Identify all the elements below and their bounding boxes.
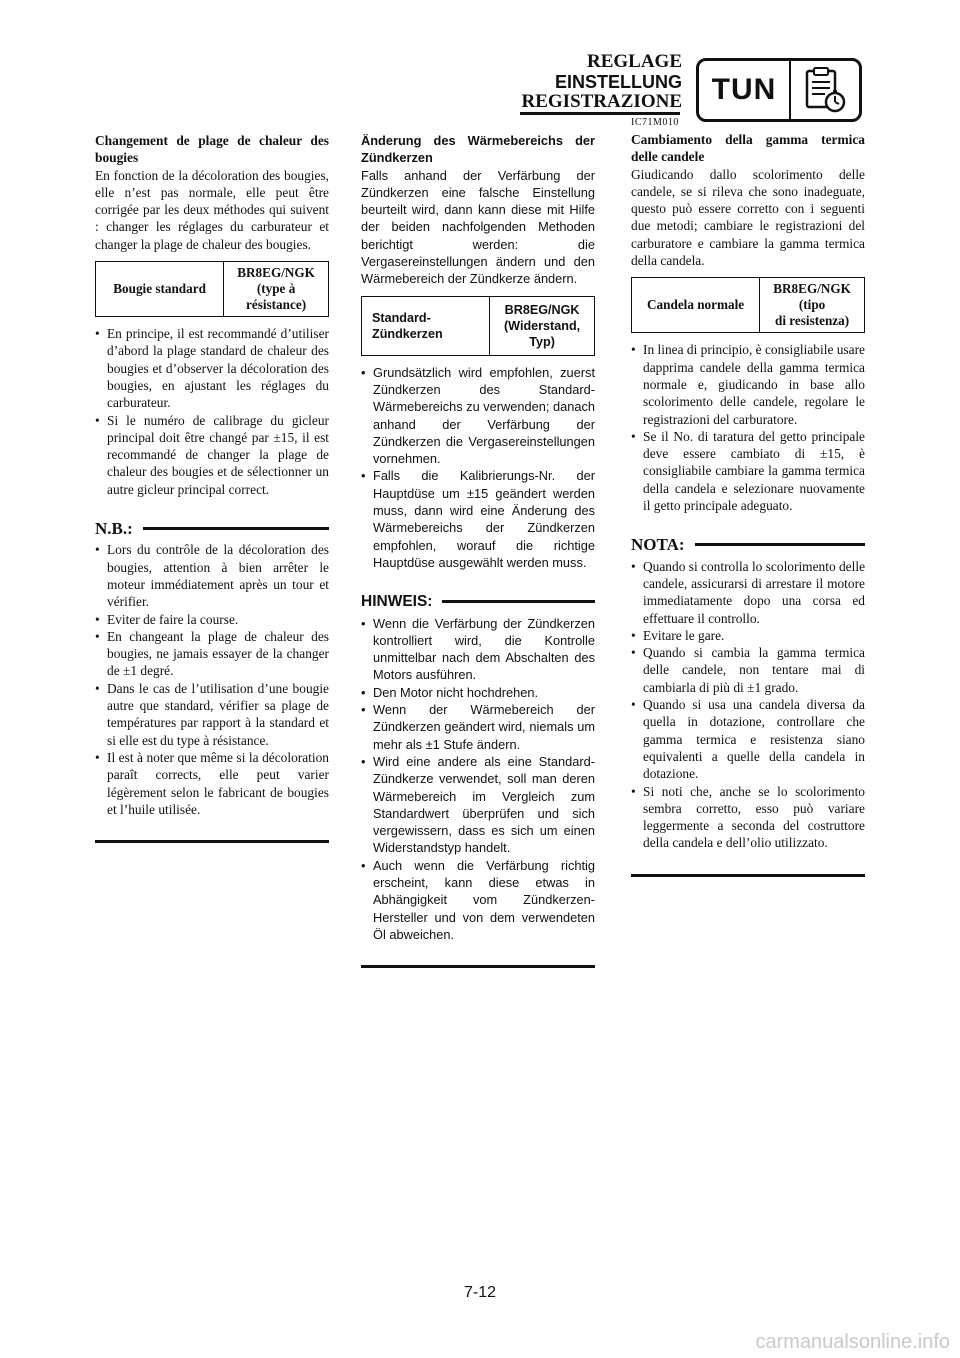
title-french: REGLAGE [586,51,682,72]
reference-code: IC71M010 [631,117,679,128]
list-item: • Den Motor nicht hochdrehen. [361,684,595,701]
spec-label: Bougie standard [96,262,224,317]
list-item: • Quando si usa una candela diversa da quella in dotazione, controllare che gamma termica e resistenza siano equivalenti a quelle della candela in dotazione. [631,696,865,782]
list-item: • In linea di principio, è consigliabile usare dapprima candele della gamma termica normale e, giudicando in base allo scolorimento delle candele, regolare le registrazioni del carburatore. [631,341,865,427]
note-rule [695,543,865,546]
note-end-rule [361,965,595,968]
note-list [631,558,865,852]
note-header [361,593,595,610]
intro-paragraph: En fonction de la décoloration des bougies, elle n’est pas normale, elle peut être corrigée par les deux méthodes qui suivent : changer les réglages du carburateur et changer la plage de chaleur des bougies. [95,167,329,252]
column-italian [631,131,865,877]
clipboard-stopwatch-icon [791,61,859,119]
page-number: 7-12 [463,1284,497,1301]
section-heading: Changement de plage de chaleur des bougies [95,133,329,166]
spec-table [631,277,865,333]
note-rule [143,527,329,530]
note-end-rule [631,874,865,877]
note-title: N.B.: [95,519,133,539]
column-german [361,132,595,968]
list-item: • Si le numéro de calibrage du gicleur principal doit être changé par ±15, il est recommandé de changer la plage de chaleur des bougies et de sélectionner un autre gicleur principal correct. [95,412,329,498]
note-rule [442,600,595,603]
bullet-list [95,325,329,498]
section-code: TUN [699,61,791,119]
intro-paragraph: Falls anhand der Verfärbung der Zündkerzen eine falsche Einstellung beurteilt wird, dann kann diese mit Hilfe der beiden nachfolgenden Methoden berichtigt werden: die Vergasereinstellungen ändern und den Wärmebereich der Zündkerze ändern. [361,167,595,287]
intro-paragraph: Giudicando dallo scolorimento delle candele, se si rileva che sono inadeguate, questo può essere corretto con i seguenti due metodi; cambiare le registrazioni del carburatore e cambiare la gamma termica della candela. [631,166,865,269]
bullet-list [631,341,865,514]
spec-label: Candela normale [632,278,760,333]
list-item: • Quando si cambia la gamma termica delle candele, non tentare mai di cambiarla di più di ±1 grado. [631,644,865,696]
list-item: • Lors du contrôle de la décoloration des bougies, attention à bien arrêter le moteur immédiatement après un tour et vérifier. [95,541,329,610]
note-list [95,541,329,818]
title-italian: REGISTRAZIONE [521,91,682,112]
list-item: • Wird eine andere als eine Standard-Zündkerze verwendet, soll man deren Wärmebereich im Vergleich zum Standardwert überprüfen und sich vergewissern, dass es sich um einen Widerstandstyp handelt. [361,753,595,857]
spec-table [361,296,595,356]
spec-value: BR8EG/NGK (Widerstand, Typ) [490,296,595,355]
list-item: • Evitare le gare. [631,627,865,644]
note-title: NOTA: [631,535,685,555]
bullet-list [361,364,595,572]
list-item: • Grundsätzlich wird empfohlen, zuerst Zündkerzen des Standard-Wärmebereichs zu verwenden; danach anhand der Verfärbung der Zündkerzen die Vergasereinstellungen vornehmen. [361,364,595,468]
list-item: • En changeant la plage de chaleur des bougies, ne jamais essayer de la changer de ±1 degré. [95,628,329,680]
column-french [95,132,329,843]
header-titles [522,52,683,112]
list-item: • Il est à noter que même si la décoloration paraît corrects, elle peut varier légèrement selon le fabricant de bougies et l’huile utilisée. [95,749,329,818]
note-end-rule [95,840,329,843]
list-item: • Falls die Kalibrierungs-Nr. der Hauptdüse um ±15 geändert werden muss, dann wird eine Änderung des Wärmebereichs der Zündkerzen empfohlen, worauf die richtige Hauptdüse ausgewählt werden muss. [361,467,595,571]
note-header [95,520,329,537]
list-item: • Dans le cas de l’utilisation d’une bougie autre que standard, vérifier sa plage de températures par rapport à la standard et si elle est du type à résistance. [95,680,329,749]
note-list [361,615,595,944]
list-item: • Quando si controlla lo scolorimento delle candele, assicurarsi di arrestare il motore immediatamente dopo una corsa ed effettuare il controllo. [631,558,865,627]
spec-label: Standard- Zündkerzen [362,296,490,355]
list-item: • Wenn die Verfärbung der Zündkerzen kontrolliert wird, die Kontrolle unmittelbar nach dem Abschalten des Motors ausführen. [361,615,595,684]
list-item: • Auch wenn die Verfärbung richtig erscheint, kann diese etwas in Abhängigkeit vom Zündkerzen-Hersteller und von dem verwendeten Öl abweichen. [361,857,595,943]
list-item: • Eviter de faire la course. [95,611,329,628]
list-item: • Si noti che, anche se lo scolorimento sembra corretto, esso può variare leggermente a seconda del costruttore della candela e dell’olio utilizzato. [631,783,865,852]
title-german: EINSTELLUNG [554,72,682,92]
list-item: • Se il No. di taratura del getto principale deve essere cambiato di ±15, è consigliabile cambiare la gamma termica della candela e selezionare nuovamente il getto principale adeguato. [631,428,865,514]
spec-value: BR8EG/NGK (tipo di resistenza) [760,278,865,333]
spec-table [95,261,329,317]
section-badge [696,58,862,122]
section-heading: Cambiamento della gamma termica delle candele [631,132,865,165]
spec-value: BR8EG/NGK (type à résistance) [224,262,329,317]
list-item: • Wenn der Wärmebereich der Zündkerzen geändert wird, niemals um mehr als ±1 Stufe ändern. [361,701,595,753]
note-title: HINWEIS: [361,593,433,611]
watermark: carmanualsonline.info [755,1331,950,1353]
note-header [631,536,865,553]
header-rule [520,112,680,115]
list-item: • En principe, il est recommandé d’utiliser d’abord la plage standard de chaleur des bougies et d’observer la décoloration des bougies, en ajustant les réglages du carburateur. [95,325,329,411]
section-heading: Änderung des Wärmebereichs der Zündkerzen [361,133,595,166]
